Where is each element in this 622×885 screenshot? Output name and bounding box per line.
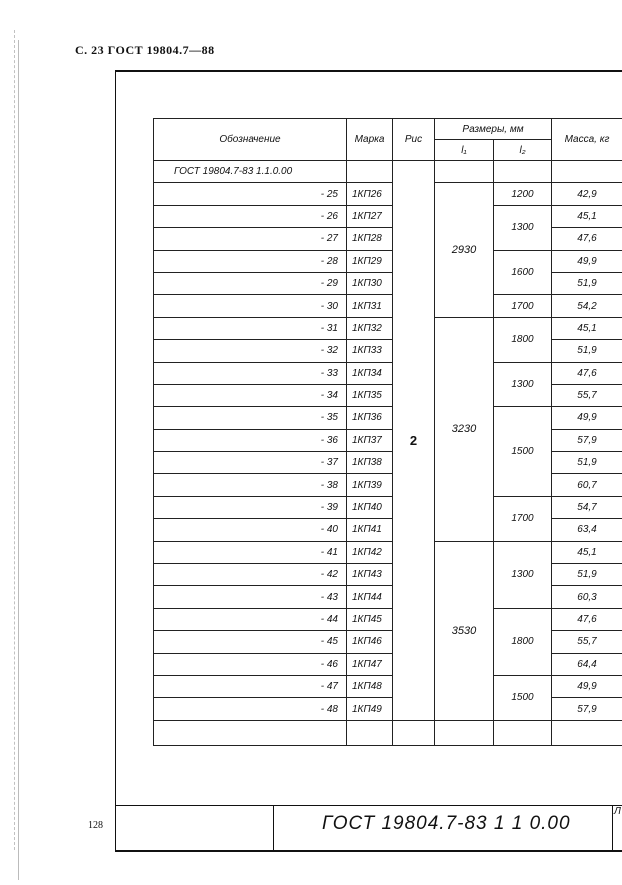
table-row [154,720,622,745]
table-row [154,541,622,563]
designation-cell: - 46 [154,653,347,675]
designation-cell: - 32 [154,340,347,362]
l2-cell: 1300 [494,541,552,608]
fig-cell: 2 [393,161,435,721]
designation-cell: - 27 [154,228,347,250]
designation-cell: - 35 [154,407,347,429]
mass-cell: 60,7 [552,474,622,496]
table-row [154,407,622,429]
mass-cell: 47,6 [552,608,622,630]
mass-cell: 47,6 [552,228,622,250]
designation-cell: - 26 [154,205,347,227]
frame-top-border [115,70,622,72]
table-row [154,317,622,339]
mass-cell: 57,9 [552,698,622,720]
mark-cell: 1КП32 [347,317,393,339]
stamp-designation: ГОСТ 19804.7-83 1 1 0.00 [322,813,571,834]
col-dims-header: Размеры, мм [435,119,552,140]
l2-cell: 1300 [494,362,552,407]
mass-cell: 64,4 [552,653,622,675]
table-row [154,228,622,250]
mark-cell: 1КП36 [347,407,393,429]
l2-cell: 1300 [494,205,552,250]
mark-cell: 1КП38 [347,452,393,474]
mark-cell: 1КП27 [347,205,393,227]
table-row [154,250,622,272]
designation-cell: - 39 [154,496,347,518]
stamp-divider [273,805,274,850]
mass-cell: 51,9 [552,340,622,362]
col-l2-header: l₂ [494,140,552,161]
mass-cell: 63,4 [552,519,622,541]
l2-cell: 1700 [494,496,552,541]
table-header-row [154,119,622,140]
designation-cell: - 40 [154,519,347,541]
l2-cell: 1200 [494,183,552,205]
mark-cell: 1КП49 [347,698,393,720]
mark-cell: 1КП47 [347,653,393,675]
mass-cell: 51,9 [552,564,622,586]
mass-cell: 49,9 [552,407,622,429]
stamp-sheet-label: Л [614,806,621,817]
mark-cell: 1КП28 [347,228,393,250]
l1-cell: 3230 [435,317,494,541]
table-row [154,183,622,205]
designation-cell: - 47 [154,675,347,697]
designation-cell: - 44 [154,608,347,630]
table-row [154,496,622,518]
designation-cell: - 30 [154,295,347,317]
l1-cell: 3530 [435,541,494,720]
mark-cell: 1КП37 [347,429,393,451]
table-row [154,384,622,406]
page-number: 128 [88,820,103,831]
col-mass-header: Масса, кг [552,119,622,161]
mass-cell: 45,1 [552,317,622,339]
table-row [154,474,622,496]
designation-cell: - 33 [154,362,347,384]
designation-cell: - 28 [154,250,347,272]
table-row [154,362,622,384]
mass-cell: 60,3 [552,586,622,608]
stamp-divider [612,805,613,850]
mark-cell: 1КП45 [347,608,393,630]
designation-cell: - 29 [154,272,347,294]
frame-bottom-border [115,850,622,852]
col-designation-header: Обозначение [154,119,347,161]
designation-cell: - 42 [154,564,347,586]
mark-cell: 1КП31 [347,295,393,317]
table-row [154,452,622,474]
mark-cell: 1КП41 [347,519,393,541]
mark-cell: 1КП44 [347,586,393,608]
mass-cell: 42,9 [552,183,622,205]
designation-cell: ГОСТ 19804.7-83 1.1.0.00 [154,161,347,183]
mass-cell: 55,7 [552,384,622,406]
designation-cell: - 45 [154,631,347,653]
page-edge-line [18,40,19,880]
l2-cell: 1800 [494,608,552,675]
col-fig-header: Рис [393,119,435,161]
mass-cell: 47,6 [552,362,622,384]
designation-cell: - 38 [154,474,347,496]
frame-left-border [115,70,116,850]
l2-cell: 1500 [494,675,552,720]
designation-cell: - 36 [154,429,347,451]
table-row [154,653,622,675]
table-row [154,675,622,697]
designation-cell: - 43 [154,586,347,608]
mark-cell: 1КП30 [347,272,393,294]
mass-cell: 51,9 [552,272,622,294]
table-row [154,586,622,608]
mark-cell: 1КП43 [347,564,393,586]
l1-cell: 2930 [435,183,494,317]
mass-cell: 51,9 [552,452,622,474]
designation-cell: - 34 [154,384,347,406]
mark-cell: 1КП46 [347,631,393,653]
table-row [154,340,622,362]
mark-cell: 1КП26 [347,183,393,205]
table-row [154,295,622,317]
mass-cell: 45,1 [552,541,622,563]
mark-cell: 1КП40 [347,496,393,518]
page-header: С. 23 ГОСТ 19804.7—88 [75,43,215,57]
table-row [154,519,622,541]
mark-cell: 1КП39 [347,474,393,496]
mass-cell: 45,1 [552,205,622,227]
col-l1-header: l₁ [435,140,494,161]
mass-cell: 55,7 [552,631,622,653]
stamp-top-border [115,805,622,806]
designation-cell: - 37 [154,452,347,474]
mass-cell: 57,9 [552,429,622,451]
mark-cell: 1КП48 [347,675,393,697]
page-edge-dashed [14,30,15,850]
designation-cell: - 25 [154,183,347,205]
designation-cell: - 41 [154,541,347,563]
col-mark-header: Марка [347,119,393,161]
l2-cell: 1800 [494,317,552,362]
table-row [154,205,622,227]
table-row [154,161,622,183]
designation-cell: - 31 [154,317,347,339]
mark-cell: 1КП35 [347,384,393,406]
l2-cell: 1600 [494,250,552,295]
table-row [154,698,622,720]
specification-table [153,118,622,746]
mark-cell: 1КП33 [347,340,393,362]
mark-cell: 1КП34 [347,362,393,384]
table-row [154,631,622,653]
mass-cell: 49,9 [552,675,622,697]
mark-cell: 1КП29 [347,250,393,272]
designation-cell: - 48 [154,698,347,720]
mass-cell: 49,9 [552,250,622,272]
mass-cell: 54,2 [552,295,622,317]
table-row [154,272,622,294]
mass-cell: 54,7 [552,496,622,518]
mark-cell: 1КП42 [347,541,393,563]
l2-cell: 1700 [494,295,552,317]
l2-cell: 1500 [494,407,552,497]
table-row [154,429,622,451]
table-row [154,564,622,586]
table-row [154,608,622,630]
